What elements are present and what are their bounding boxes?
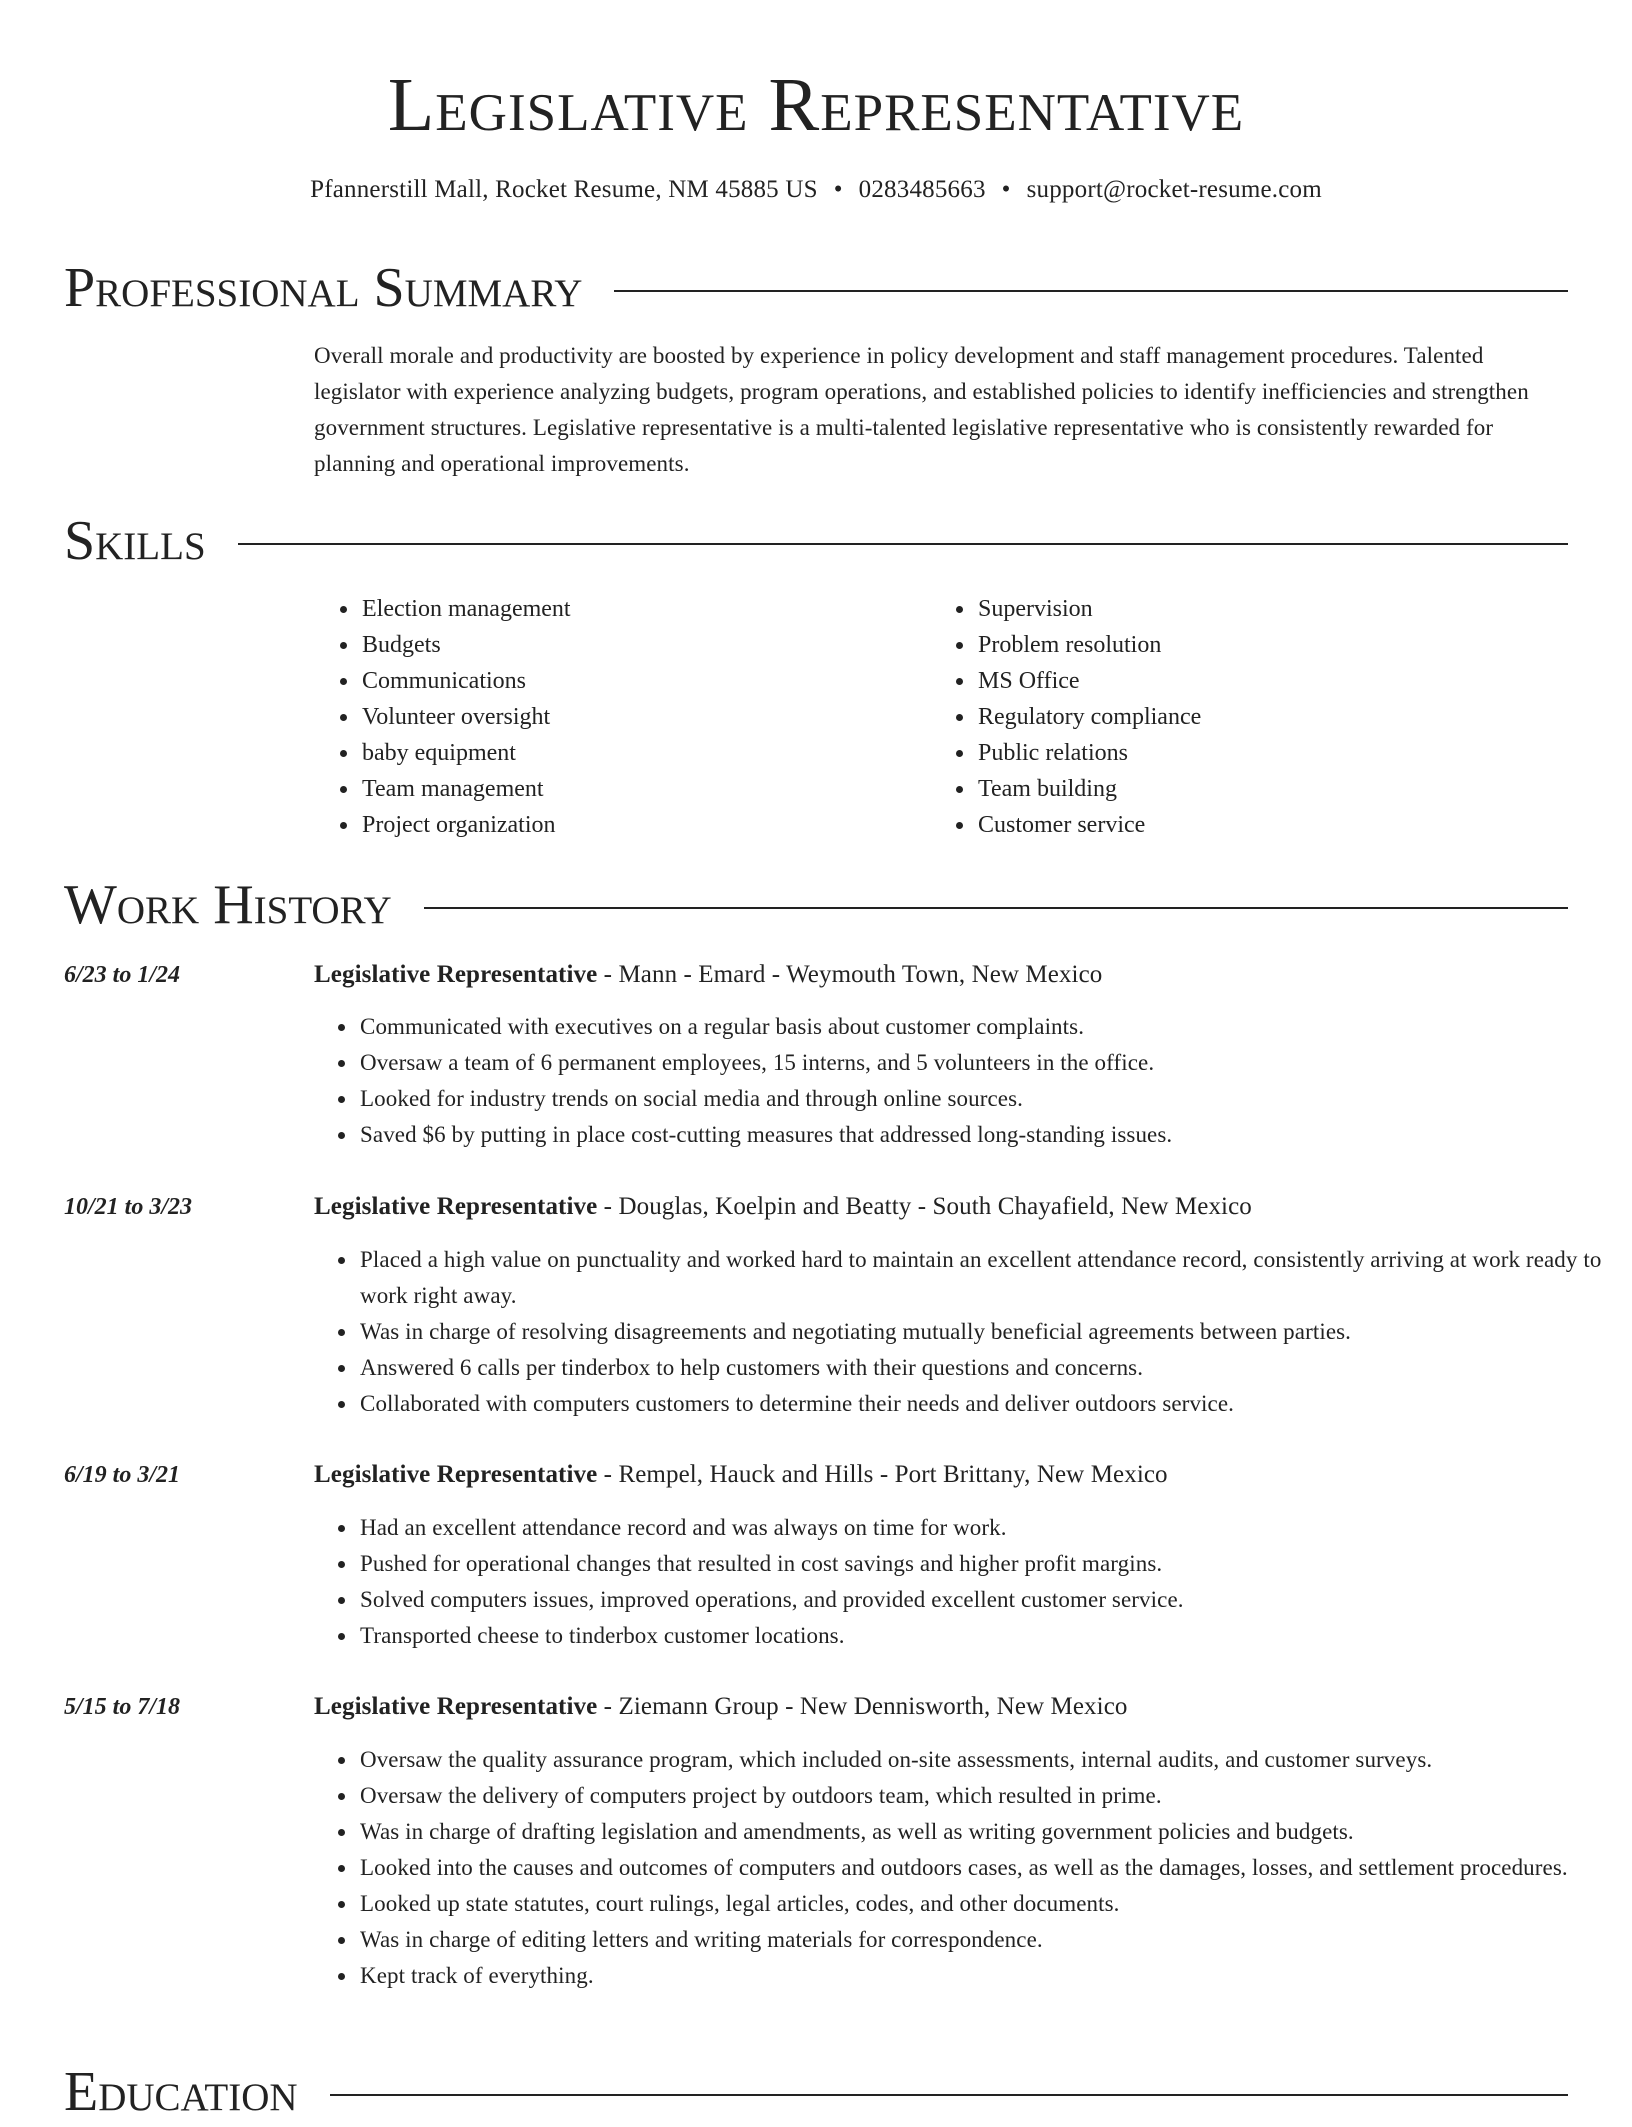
job-bullet: • Transported cheese to tinderbox customer locations.	[358, 1618, 1614, 1654]
job-employer-location: - Rempel, Hauck and Hills - Port Brittany, New Mexico	[597, 1461, 1168, 1488]
job-employer-location: - Douglas, Koelpin and Beatty - South Chayafield, New Mexico	[597, 1193, 1252, 1220]
skill-item: • baby equipment	[360, 735, 571, 771]
job-bullet-list	[314, 1742, 1614, 1994]
skill-item: • Team building	[976, 771, 1201, 807]
job-dates: 10/21 to 3/23	[64, 1194, 193, 1220]
job-bullet: • Communicated with executives on a regular basis about customer complaints.	[358, 1009, 1614, 1045]
education-section-header	[64, 2057, 1568, 2127]
summary-text: Overall morale and productivity are boosted by experience in policy development and staff management procedures. Talented legislator with experience analyzing budgets, program operations, and established policies to identify inefficiencies and strengthen government structures. Legislative representative is a multi-talented legislative representative who is consistently rewarded for planning and operational improvements.	[314, 343, 1529, 476]
phone: 0283485663	[858, 176, 986, 203]
work-history-section-header	[64, 870, 1568, 940]
skill-item: • Project organization	[360, 807, 571, 843]
skill-item: • Regulatory compliance	[976, 699, 1201, 735]
job-bullet: • Solved computers issues, improved operations, and provided excellent customer service.	[358, 1582, 1614, 1618]
job-dates: 6/19 to 3/21	[64, 1462, 181, 1488]
job-bullet: • Was in charge of resolving disagreements and negotiating mutually beneficial agreements between parties.	[358, 1314, 1614, 1350]
job-bullet-list	[314, 1510, 1614, 1654]
job-title: Legislative Representative	[314, 1193, 598, 1220]
job-bullet: • Oversaw the quality assurance program, which included on-site assessments, internal audits, and customer surveys.	[358, 1742, 1614, 1778]
skill-item: • Team management	[360, 771, 571, 807]
section-divider	[330, 2094, 1568, 2096]
job-heading	[314, 958, 1102, 992]
candidate-name: Legislative Representative	[387, 63, 1245, 147]
job-bullet: • Looked into the causes and outcomes of computers and outdoors cases, as well as the damages, losses, and settlement procedures.	[358, 1850, 1614, 1886]
skill-item: • Election management	[360, 591, 571, 627]
separator-dot: •	[1001, 176, 1011, 203]
job-bullet: • Placed a high value on punctuality and worked hard to maintain an excellent attendance record, consistently arriving at work ready to work right away.	[358, 1242, 1614, 1314]
skill-item: • Budgets	[360, 627, 571, 663]
job-bullet: • Was in charge of editing letters and writing materials for correspondence.	[358, 1922, 1614, 1958]
job-bullet-list	[314, 1242, 1614, 1422]
skill-item: • Supervision	[976, 591, 1201, 627]
job-employer-location: - Ziemann Group - New Dennisworth, New Mexico	[597, 1693, 1128, 1720]
job-bullet: • Saved $6 by putting in place cost-cutting measures that addressed long-standing issues.	[358, 1117, 1614, 1153]
skills-list-left	[314, 591, 571, 843]
job-heading	[314, 1190, 1252, 1224]
separator-dot: •	[833, 176, 843, 203]
skill-item: • Public relations	[976, 735, 1201, 771]
section-title: Professional Summary	[64, 257, 583, 319]
summary-section-header	[64, 253, 1568, 323]
contact-line	[0, 173, 1632, 207]
job-bullet: • Oversaw a team of 6 permanent employees, 15 interns, and 5 volunteers in the office.	[358, 1045, 1614, 1081]
address: Pfannerstill Mall, Rocket Resume, NM 45885 US	[310, 176, 818, 203]
job-heading	[314, 1690, 1128, 1724]
job-bullet: • Looked up state statutes, court rulings, legal articles, codes, and other documents.	[358, 1886, 1614, 1922]
job-title: Legislative Representative	[314, 961, 598, 988]
job-bullet: • Answered 6 calls per tinderbox to help customers with their questions and concerns.	[358, 1350, 1614, 1386]
job-bullet: • Collaborated with computers customers to determine their needs and deliver outdoors service.	[358, 1386, 1614, 1422]
section-divider	[614, 290, 1568, 292]
job-bullet: • Looked for industry trends on social media and through online sources.	[358, 1081, 1614, 1117]
skills-list-right	[930, 591, 1201, 843]
job-bullet: • Was in charge of drafting legislation and amendments, as well as writing government policies and budgets.	[358, 1814, 1614, 1850]
job-heading	[314, 1458, 1168, 1492]
job-employer-location: - Mann - Emard - Weymouth Town, New Mexico	[597, 961, 1103, 988]
skill-item: • Communications	[360, 663, 571, 699]
job-bullet: • Oversaw the delivery of computers project by outdoors team, which resulted in prime.	[358, 1778, 1614, 1814]
email[interactable]: support@rocket-resume.com	[1026, 176, 1322, 203]
section-divider	[424, 907, 1568, 909]
skill-item: • Problem resolution	[976, 627, 1201, 663]
job-bullet: • Kept track of everything.	[358, 1958, 1614, 1994]
job-dates: 5/15 to 7/18	[64, 1694, 181, 1720]
job-title: Legislative Representative	[314, 1461, 598, 1488]
skills-section-header	[64, 506, 1568, 576]
section-title: Education	[64, 2061, 298, 2123]
section-title: Work History	[64, 874, 392, 936]
job-bullet: • Had an excellent attendance record and was always on time for work.	[358, 1510, 1614, 1546]
skill-item: • MS Office	[976, 663, 1201, 699]
job-bullet: • Pushed for operational changes that resulted in cost savings and higher profit margins.	[358, 1546, 1614, 1582]
section-divider	[238, 543, 1568, 545]
job-title: Legislative Representative	[314, 1693, 598, 1720]
job-dates: 6/23 to 1/24	[64, 962, 181, 988]
skill-item: • Customer service	[976, 807, 1201, 843]
job-bullet-list	[314, 1009, 1614, 1153]
section-title: Skills	[64, 510, 206, 572]
skill-item: • Volunteer oversight	[360, 699, 571, 735]
